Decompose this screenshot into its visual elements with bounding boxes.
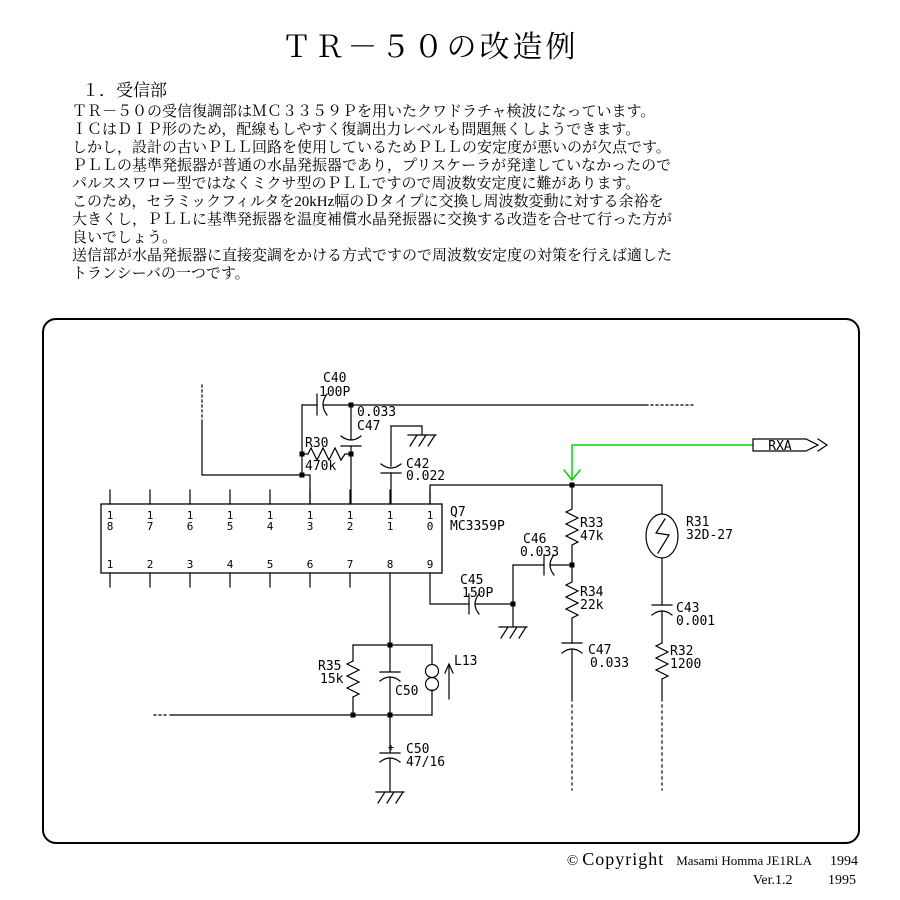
label-c46-val: 0.033 bbox=[520, 545, 560, 560]
label-r35-ref: R35 bbox=[318, 659, 342, 674]
body-line: トランシーバの一つです。 bbox=[72, 266, 250, 282]
label-r34-val: 22k bbox=[580, 598, 604, 613]
ic-top-pin-label: 1 bbox=[186, 509, 194, 522]
ic-bottom-pin-label: 6 bbox=[306, 558, 314, 571]
label-l13-ref: L13 bbox=[454, 654, 478, 669]
copyright-word: Copyright bbox=[582, 849, 665, 869]
body-line: しかし，設計の古いＰＬＬ回路を使用しているためＰＬＬの安定度が悪いのが欠点です。 bbox=[72, 140, 671, 156]
body-line: 大きくし，ＰＬＬに基準発振器を温度補償水晶発振器に交換する改造を合せて行った方が bbox=[72, 212, 673, 228]
label-c50a-ref: C50 bbox=[395, 684, 419, 699]
label-r31-ref: R31 bbox=[686, 515, 710, 530]
ground-mid bbox=[499, 627, 527, 638]
ic-bottom-pin-label: 3 bbox=[186, 558, 194, 571]
ic-top-pin-label: 1 bbox=[106, 509, 114, 522]
ic-top-pin-label: 1 bbox=[386, 520, 394, 533]
label-r30-ref: R30 bbox=[305, 436, 329, 451]
ground-bottom bbox=[376, 792, 404, 803]
label-r32-ref: R32 bbox=[670, 644, 694, 659]
label-c43-ref: C43 bbox=[676, 601, 700, 616]
label-c45-ref: C45 bbox=[460, 573, 484, 588]
ic-top-pin-label: 7 bbox=[146, 520, 154, 533]
label-c42-val: 0.022 bbox=[406, 469, 446, 484]
label-c47b-val: 0.033 bbox=[590, 656, 630, 671]
copyright-author: Masami Homma JE1RLA bbox=[676, 853, 812, 868]
label-c46-ref: C46 bbox=[523, 532, 547, 547]
resistor-r33 bbox=[566, 485, 578, 565]
schematic-frame bbox=[42, 318, 860, 844]
copyright-year2: 1995 bbox=[828, 873, 856, 888]
ic-top-pin-label: 1 bbox=[346, 509, 354, 522]
ic-bottom-pin-label: 4 bbox=[226, 558, 234, 571]
wires bbox=[154, 385, 695, 792]
label-c47a-ref: C47 bbox=[357, 419, 381, 434]
label-c47a-val: 0.033 bbox=[357, 405, 397, 420]
copyright-symbol: © bbox=[566, 853, 579, 869]
label-rxa: RXA bbox=[768, 439, 792, 454]
ic-top-pin-label: 8 bbox=[106, 520, 114, 533]
label-ic-part: MC3359P bbox=[450, 519, 505, 534]
copyright-year1: 1994 bbox=[830, 854, 858, 869]
label-c50b-plus: + bbox=[387, 741, 395, 754]
label-c42-ref: C42 bbox=[406, 457, 430, 472]
ic-top-pin-label: 6 bbox=[186, 520, 194, 533]
label-r34-ref: R34 bbox=[580, 585, 604, 600]
label-c40-val: 100P bbox=[319, 385, 351, 400]
label-c43-val: 0.001 bbox=[676, 614, 716, 629]
label-c40-ref: C40 bbox=[323, 371, 347, 386]
ic-top-pin-label: 1 bbox=[266, 509, 274, 522]
ground-top bbox=[408, 435, 436, 446]
ic-top-pin-label: 2 bbox=[346, 520, 354, 533]
inductor-l13 bbox=[426, 664, 454, 699]
copyright-line1 bbox=[567, 849, 858, 870]
resistor-r35 bbox=[347, 661, 359, 697]
section-heading: １．受信部 bbox=[82, 81, 167, 100]
body-line: このため，セラミックフィルタを20kHz幅のＤタイプに交換し周波数変動に対する余裕を bbox=[72, 194, 664, 210]
ic-bottom-pin-label: 9 bbox=[426, 558, 434, 571]
label-r35-val: 15k bbox=[320, 672, 344, 687]
ic-top-pin-label: 1 bbox=[306, 509, 314, 522]
ic-top-pin-label: 1 bbox=[386, 509, 394, 522]
label-r33-ref: R33 bbox=[580, 516, 604, 531]
label-c50b-ref: C50 bbox=[406, 742, 430, 757]
label-r32-val: 1200 bbox=[670, 657, 702, 672]
ic-top-pin-label: 1 bbox=[426, 509, 434, 522]
ic-bottom-pin-label: 7 bbox=[346, 558, 354, 571]
label-c50b-val: 47/16 bbox=[406, 755, 446, 770]
label-r31-val: 32D-27 bbox=[686, 528, 733, 543]
rxa-signal-wire bbox=[564, 445, 752, 480]
label-c45-val: 150P bbox=[462, 586, 494, 601]
body-line: 送信部が水晶発振器に直接変調をかける方式ですので周波数安定度の対策を行えば適した bbox=[72, 248, 673, 264]
body-line: パルススワロー型ではなくミクサ型のＰＬＬですので周波数安定度に難があります。 bbox=[72, 176, 641, 192]
copyright-line2 bbox=[567, 873, 858, 889]
body-paragraph bbox=[72, 103, 672, 283]
varistor-r31 bbox=[646, 514, 678, 558]
label-c47b-ref: C47 bbox=[588, 643, 612, 658]
ic-top-pin-label: 0 bbox=[426, 520, 434, 533]
ic-bottom-pin-label: 5 bbox=[266, 558, 274, 571]
ic-bottom-pin-label: 8 bbox=[386, 558, 394, 571]
schematic-diagram bbox=[42, 318, 860, 844]
resistor-r32 bbox=[656, 643, 668, 679]
ic-bottom-pin-label: 1 bbox=[106, 558, 114, 571]
body-line: 良いでしょう。 bbox=[72, 230, 178, 246]
body-line: ＩＣはＤＩＰ形のため，配線もしやすく復調出力レベルも問題無くしようできます。 bbox=[72, 122, 641, 138]
ic-top-pin-label: 3 bbox=[306, 520, 314, 533]
body-line: ＴＲ－５０の受信復調部はＭＣ３３５９Ｐを用いたクワドラチャ検波になっています。 bbox=[72, 104, 656, 120]
copyright-block bbox=[567, 849, 858, 889]
page-title: ＴＲ－５０の改造例 bbox=[281, 31, 579, 64]
body-line: ＰＬＬの基準発振器が普通の水晶発振器であり，プリスケーラが発達していなかったので bbox=[72, 158, 672, 174]
ic-top-pin-label: 5 bbox=[226, 520, 234, 533]
ic-top-pin-label: 4 bbox=[266, 520, 274, 533]
label-r30-val: 470k bbox=[305, 459, 337, 474]
label-ic-ref: Q7 bbox=[450, 505, 466, 520]
label-r33-val: 47k bbox=[580, 529, 604, 544]
ic-top-pin-label: 1 bbox=[146, 509, 154, 522]
ic-bottom-pin-label: 2 bbox=[146, 558, 154, 571]
copyright-version: Ver.1.2 bbox=[752, 873, 793, 888]
resistor-r34 bbox=[566, 565, 578, 643]
ic-top-pin-label: 1 bbox=[226, 509, 234, 522]
